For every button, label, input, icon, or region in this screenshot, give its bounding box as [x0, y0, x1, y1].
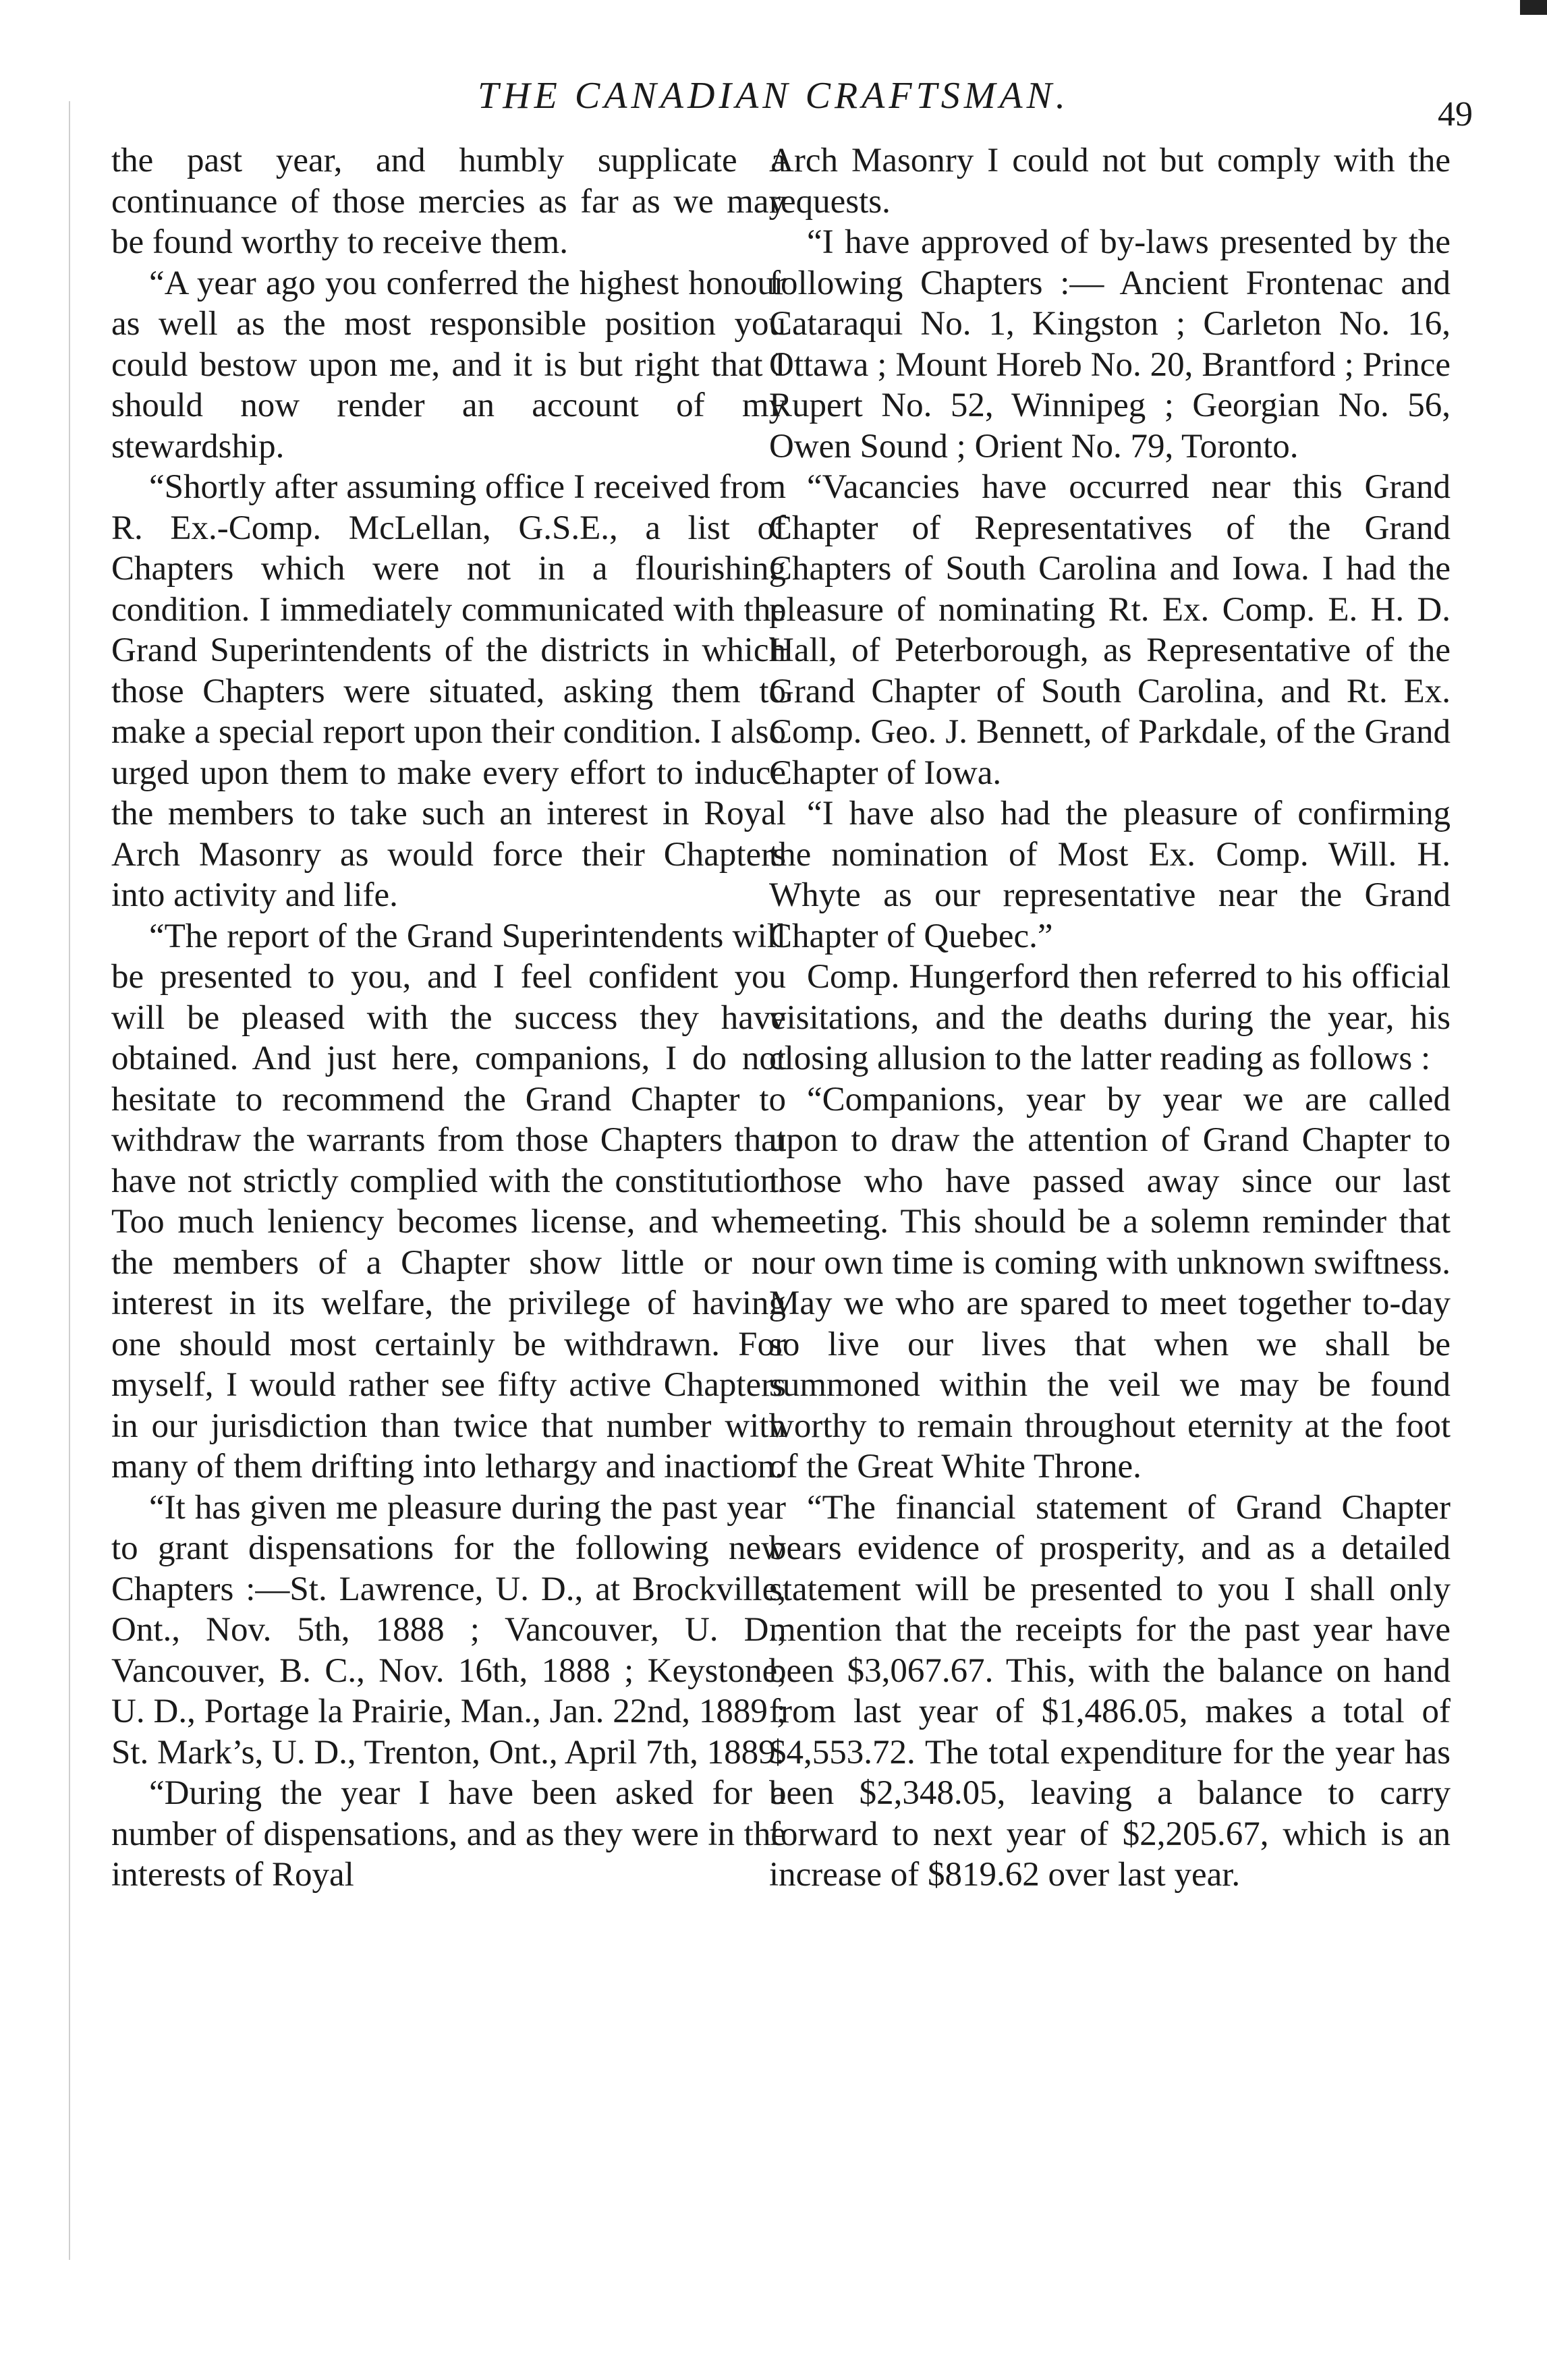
paragraph: “Vacancies have occurred near this Grand Chapter of Representatives of the Grand Chapters of South Carolina and Iowa. I had the pleasure of nominating Rt. Ex. Comp. E. H. D. Hall, of Peterborough, as Representative of the Grand Chapter of South Carolina, and Rt. Ex. Comp. Geo. J. Bennett, of Parkdale, of the Grand Chapter of Iowa.	[769, 468, 1451, 792]
paragraph: Comp. Hungerford then referred to his official visitations, and the deaths during the year, his closing allusion to the latter reading as follows :	[769, 958, 1451, 1077]
paragraph: Arch Masonry I could not but comply with the requests.	[769, 142, 1451, 221]
paragraph: the past year, and humbly supplicate a continuance of those mercies as far as we may be found worthy to receive them.	[111, 142, 786, 261]
left-column	[111, 140, 786, 1896]
paragraph: “I have approved of by-laws presented by the following Chapters :— Ancient Frontenac and Cataraqui No. 1, Kingston ; Carleton No. 16, Ottawa ; Mount Horeb No. 20, Brantford ; Prince Rupert No. 52, Winnipeg ; Georgian No. 56, Owen Sound ; Orient No. 79, Toronto.	[769, 223, 1451, 465]
paragraph: “Companions, year by year we are called upon to draw the attention of Grand Chapter to those who have passed away since our last meeting. This should be a solemn reminder that our own time is coming with unknown swiftness. May we who are spared to meet together to-day so live our lives that when we shall be summoned within the veil we may be found worthy to remain throughout eternity at the foot of the Great White Throne.	[769, 1080, 1451, 1485]
paragraph: “The report of the Grand Superintendents will be presented to you, and I feel confident you will be pleased with the success they have obtained. And just here, companions, I do not hesitate to recommend the Grand Chapter to withdraw the warrants from those Chapters that have not strictly complied with the constitution. Too much leniency becomes license, and when the members of a Chapter show little or no interest in its welfare, the privilege of having one should most certainly be withdrawn. For myself, I would rather see fifty active Chapters in our jurisdiction than twice that number with many of them drifting into lethargy and inaction.	[111, 917, 786, 1485]
paragraph: “A year ago you conferred the highest honour as well as the most responsible position you could bestow upon me, and it is but right that I should now render an account of my stewardship.	[111, 264, 786, 465]
page-number: 49	[1438, 95, 1473, 134]
right-column	[769, 140, 1451, 1896]
paragraph: “The financial statement of Grand Chapter bears evidence of prosperity, and as a detailed statement will be presented to you I shall only mention that the receipts for the past year have been $3,067.67. This, with the balance on hand from last year of $1,486.05, makes a total of $4,553.72. The total expenditure for the year has been $2,348.05, leaving a balance to carry forward to next year of $2,205.67, which is an increase of $819.62 over last year.	[769, 1488, 1451, 1894]
paragraph: “I have also had the pleasure of confirming the nomination of Most Ex. Comp. Will. H. Whyte as our representative near the Grand Chapter of Quebec.”	[769, 795, 1451, 955]
paragraph: “Shortly after assuming office I received from R. Ex.-Comp. McLellan, G.S.E., a list of Chapters which were not in a flourishing condition. I immediately communicated with the Grand Superintendents of the districts in which those Chapters were situated, asking them to make a special report upon their condition. I also urged upon them to make every effort to induce the members to take such an interest in Royal Arch Masonry as would force their Chapters into activity and life.	[111, 468, 786, 914]
binding-edge-line	[69, 101, 70, 2260]
corner-scan-mark	[1520, 0, 1547, 15]
paragraph: “During the year I have been asked for a number of dispensations, and as they were in the interests of Royal	[111, 1774, 786, 1894]
running-title: THE CANADIAN CRAFTSMAN.	[478, 75, 1069, 117]
paragraph: “It has given me pleasure during the past year to grant dispensations for the following new Chapters :—St. Lawrence, U. D., at Brockville, Ont., Nov. 5th, 1888 ; Vancouver, U. D., Vancouver, B. C., Nov. 16th, 1888 ; Keystone, U. D., Portage la Prairie, Man., Jan. 22nd, 1889 ; St. Mark’s, U. D., Trenton, Ont., April 7th, 1889.	[111, 1488, 786, 1772]
